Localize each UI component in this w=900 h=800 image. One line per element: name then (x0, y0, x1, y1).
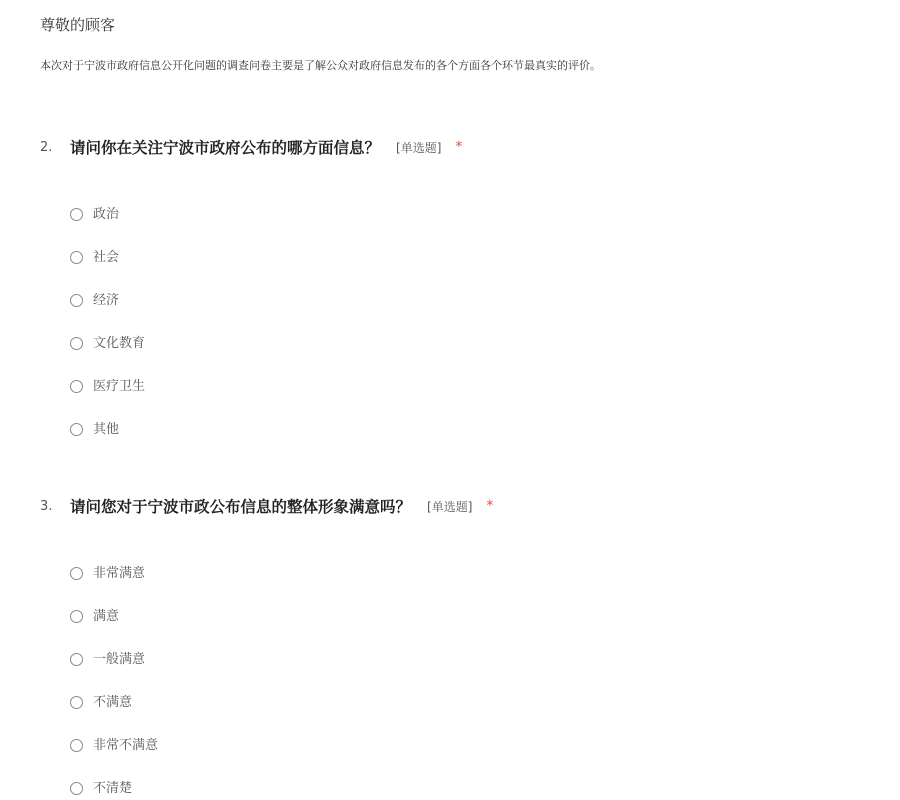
option-culture-education[interactable] (70, 334, 470, 377)
question-3 (40, 492, 880, 796)
option-society[interactable] (70, 248, 470, 291)
option-label[interactable]: 社会 (93, 250, 120, 265)
option-fairly-satisfied[interactable] (70, 650, 470, 693)
options-list (70, 564, 470, 800)
radio-button[interactable] (70, 294, 83, 307)
option-label[interactable]: 其他 (93, 422, 120, 437)
option-label[interactable]: 非常不满意 (93, 738, 159, 753)
intro-text: 本次对于宁波市政府信息公开化问题的调查问卷主要是了解公众对政府信息发布的各个方面各个环节最真实的评价。 (40, 59, 601, 72)
option-satisfied[interactable] (70, 607, 470, 650)
option-label[interactable]: 满意 (93, 609, 120, 624)
radio-button[interactable] (70, 337, 83, 350)
options-list (70, 205, 470, 463)
option-economy[interactable] (70, 291, 470, 334)
option-label[interactable]: 不满意 (93, 695, 133, 710)
radio-button[interactable] (70, 653, 83, 666)
option-dissatisfied[interactable] (70, 693, 470, 736)
required-mark: * (486, 498, 494, 514)
option-very-satisfied[interactable] (70, 564, 470, 607)
question-type-tag: [单选题] (396, 140, 442, 155)
radio-button[interactable] (70, 423, 83, 436)
question-number: 3. (40, 498, 53, 514)
radio-button[interactable] (70, 208, 83, 221)
option-other[interactable] (70, 420, 470, 463)
question-type-tag: [单选题] (427, 499, 473, 514)
question-title: 请问你在关注宁波市政府公布的哪方面信息？ (70, 139, 381, 157)
option-very-dissatisfied[interactable] (70, 736, 470, 779)
question-header (40, 492, 880, 520)
required-mark: * (455, 139, 463, 155)
option-healthcare[interactable] (70, 377, 470, 420)
question-number: 2. (40, 139, 53, 155)
radio-button[interactable] (70, 610, 83, 623)
question-header (40, 133, 880, 161)
greeting-heading: 尊敬的顾客 (40, 16, 116, 34)
option-label[interactable]: 医疗卫生 (93, 379, 146, 394)
option-label[interactable]: 政治 (93, 207, 120, 222)
option-label[interactable]: 不清楚 (93, 781, 133, 796)
option-label[interactable]: 经济 (93, 293, 120, 308)
question-title: 请问您对于宁波市政公布信息的整体形象满意吗？ (70, 498, 412, 516)
radio-button[interactable] (70, 696, 83, 709)
option-unsure[interactable] (70, 779, 470, 800)
option-label[interactable]: 非常满意 (93, 566, 146, 581)
option-politics[interactable] (70, 205, 470, 248)
radio-button[interactable] (70, 380, 83, 393)
radio-button[interactable] (70, 739, 83, 752)
radio-button[interactable] (70, 782, 83, 795)
question-2 (40, 133, 880, 437)
option-label[interactable]: 文化教育 (93, 336, 146, 351)
radio-button[interactable] (70, 251, 83, 264)
radio-button[interactable] (70, 567, 83, 580)
option-label[interactable]: 一般满意 (93, 652, 146, 667)
